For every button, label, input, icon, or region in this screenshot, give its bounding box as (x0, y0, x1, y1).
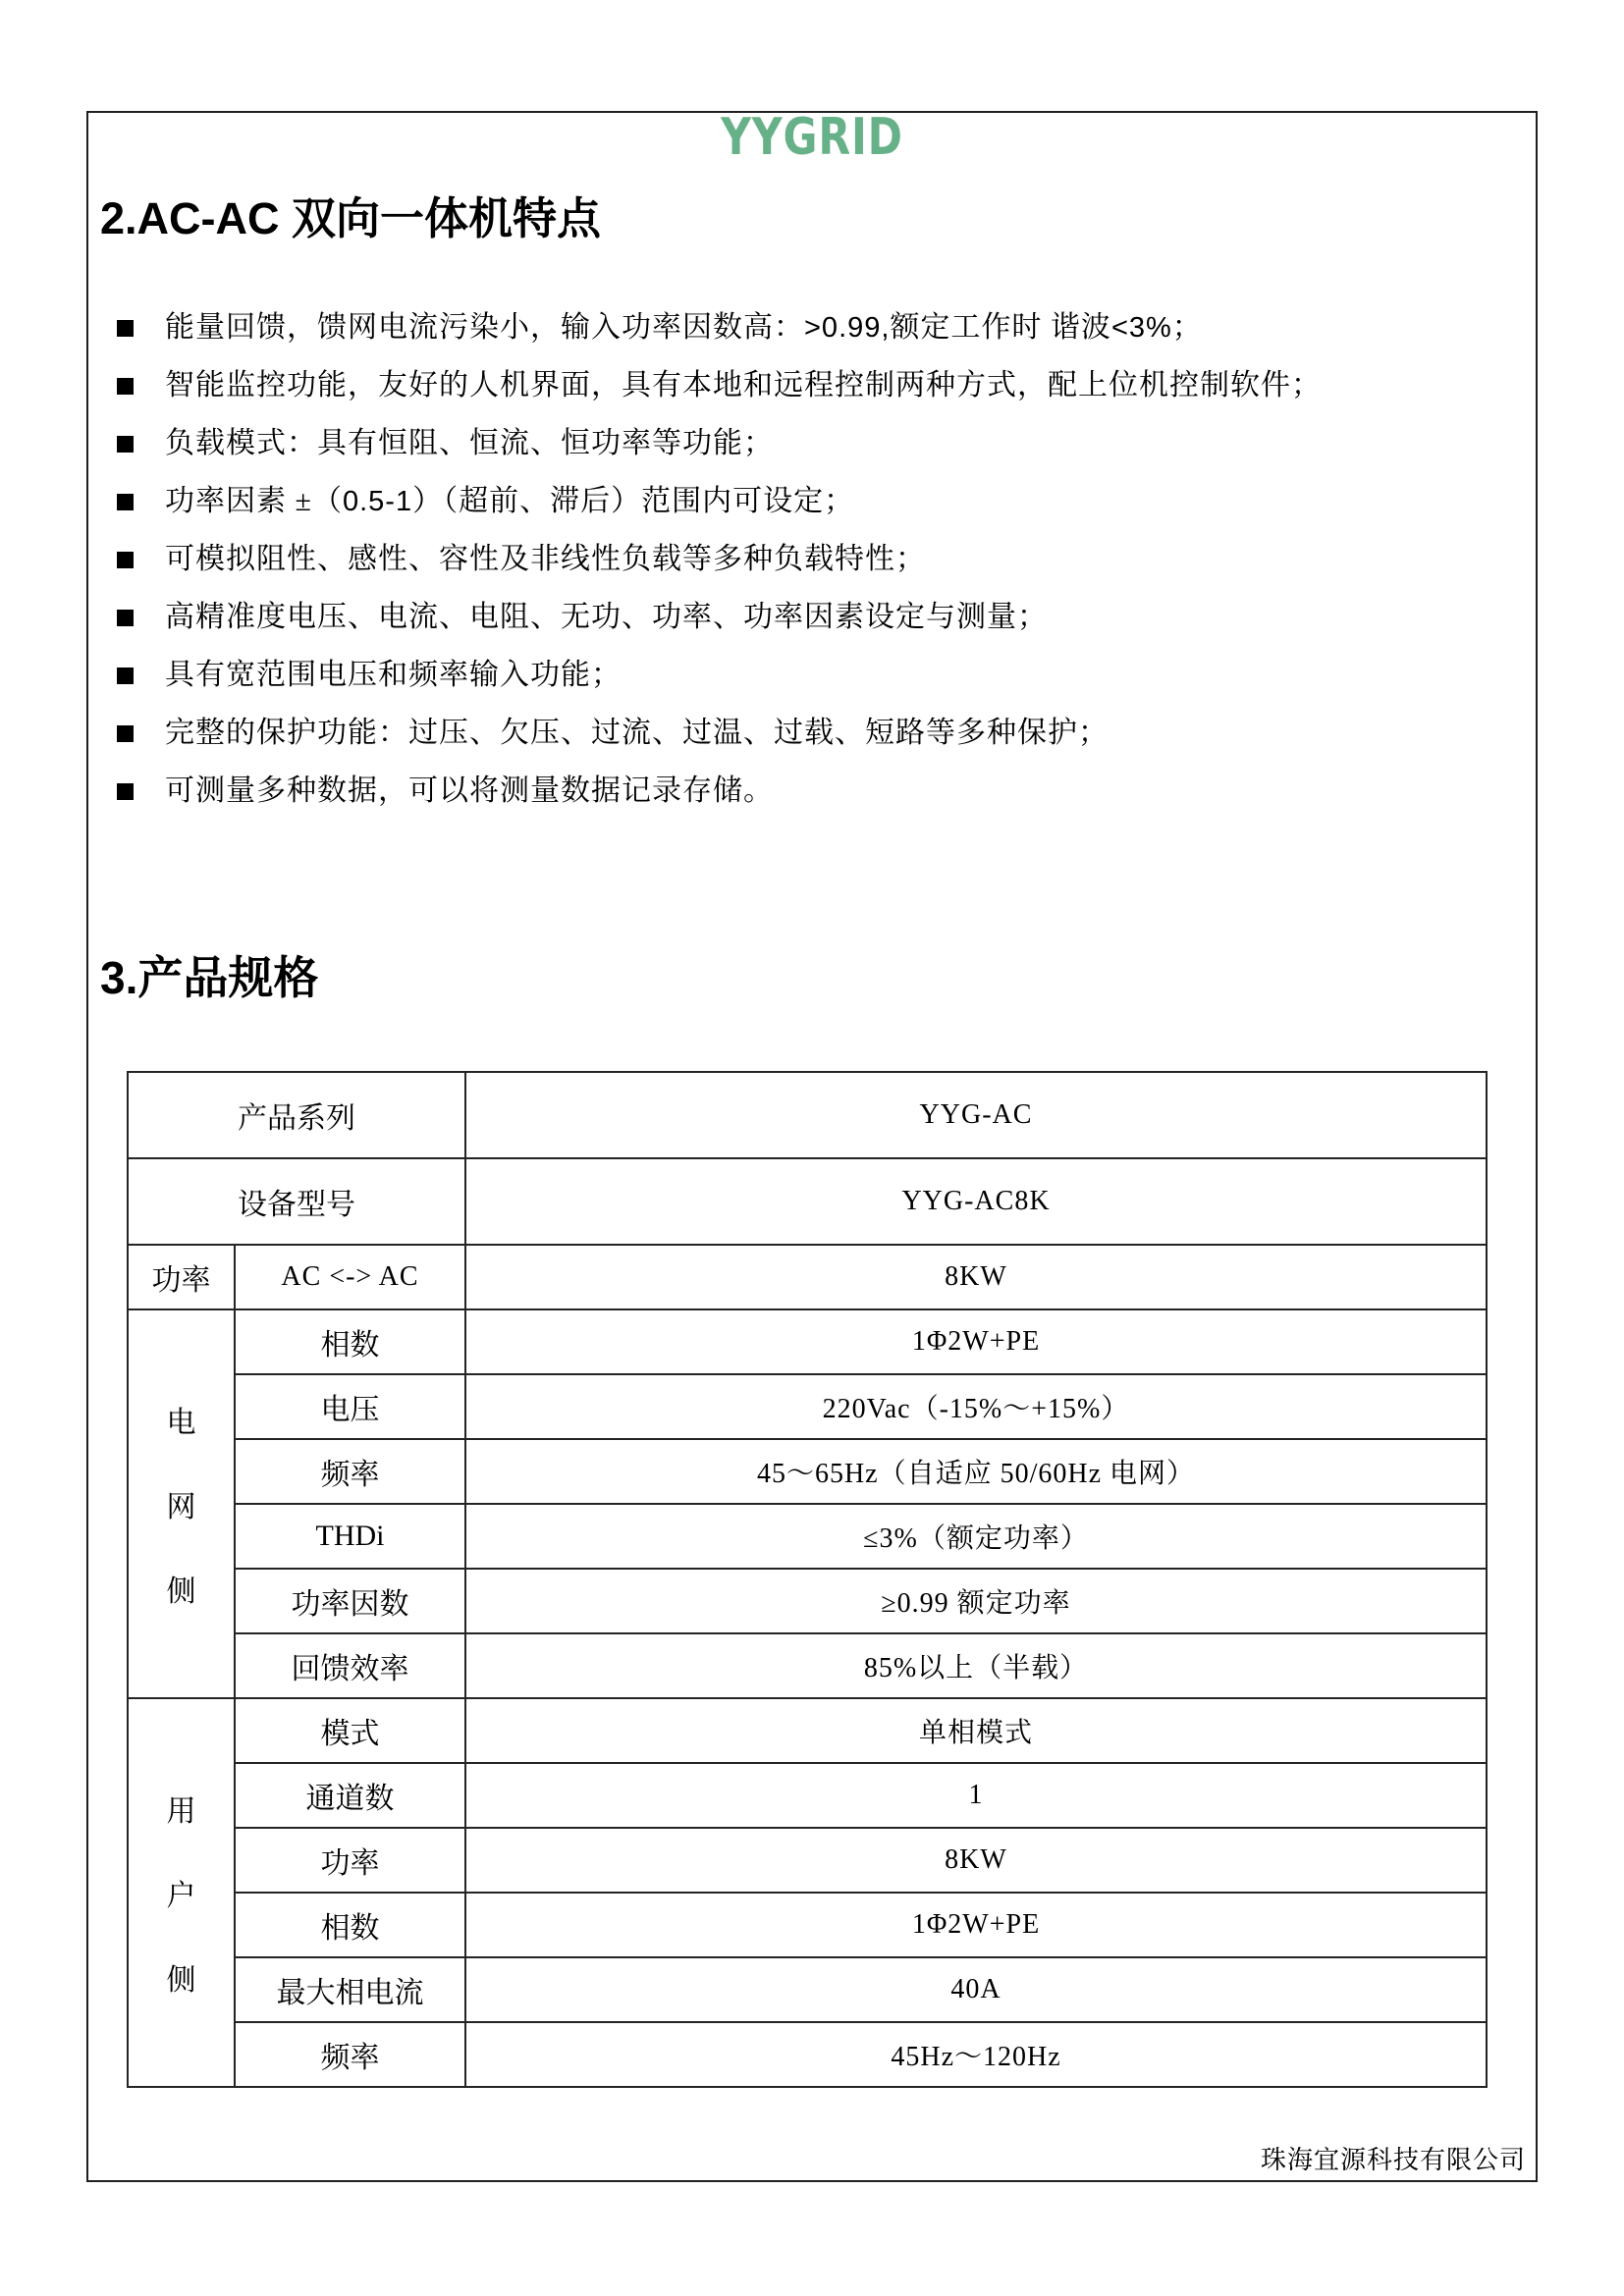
feature-list (117, 312, 1491, 833)
table-row (128, 1633, 1487, 1698)
feature-item (117, 428, 1491, 459)
row-value: 1Φ2W+PE (465, 1309, 1487, 1374)
feature-text: 能量回馈，馈网电流污染小，输入功率因数高：>0.99,额定工作时 谐波<3%； (165, 311, 1203, 344)
row-label: AC <-> AC (235, 1245, 465, 1309)
section-3-title: 3.产品规格 (100, 952, 319, 1003)
row-label: 回馈效率 (235, 1633, 465, 1698)
company-logo: YYGRID (721, 108, 903, 167)
row-value: 8KW (465, 1828, 1487, 1893)
spec-table-body (128, 1072, 1487, 2087)
feature-text: 高精准度电压、电流、电阻、无功、功率、功率因素设定与测量； (165, 601, 1048, 633)
bullet-square-icon (117, 552, 134, 568)
table-row (128, 1072, 1487, 1158)
feature-item (117, 660, 1491, 691)
table-row (128, 1893, 1487, 1957)
row-value: ≥0.99 额定功率 (465, 1569, 1487, 1633)
table-row (128, 1828, 1487, 1893)
row-label: 通道数 (235, 1763, 465, 1828)
group-label-char: 电 (166, 1407, 196, 1439)
footer-company-name: 珠海宜源科技有限公司 (1260, 2146, 1526, 2174)
row-label: 功率 (235, 1828, 465, 1893)
group-label-grid-side (128, 1309, 235, 1698)
bullet-square-icon (117, 783, 134, 800)
table-row (128, 1957, 1487, 2022)
table-row (128, 1245, 1487, 1309)
feature-text: 具有宽范围电压和频率输入功能； (165, 659, 622, 691)
feature-text: 负载模式：具有恒阻、恒流、恒功率等功能； (165, 427, 774, 459)
row-label: THDi (235, 1504, 465, 1569)
row-label: 模式 (235, 1698, 465, 1763)
row-value: YYG-AC8K (465, 1158, 1487, 1245)
row-label: 频率 (235, 1439, 465, 1504)
feature-text: 可模拟阻性、感性、容性及非线性负载等多种负载特性； (165, 543, 926, 575)
bullet-square-icon (117, 725, 134, 742)
bullet-square-icon (117, 378, 134, 395)
row-label: 产品系列 (128, 1072, 465, 1158)
row-label: 频率 (235, 2022, 465, 2087)
feature-item (117, 370, 1491, 401)
feature-item (117, 312, 1491, 344)
row-value: YYG-AC (465, 1072, 1487, 1158)
group-label-vertical-text (129, 1398, 234, 1610)
row-value: 220Vac（-15%～+15%） (465, 1374, 1487, 1439)
table-row (128, 1374, 1487, 1439)
row-value: 1Φ2W+PE (465, 1893, 1487, 1957)
group-label-char: 侧 (166, 1575, 196, 1608)
group-label-user-side (128, 1698, 235, 2087)
group-label-char: 侧 (166, 1964, 196, 1997)
group-label-vertical-text (129, 1787, 234, 1999)
table-row (128, 1504, 1487, 1569)
group-label-char: 户 (166, 1880, 196, 1912)
row-label: 相数 (235, 1893, 465, 1957)
feature-item (117, 602, 1491, 633)
feature-item (117, 486, 1491, 517)
row-value: 45～65Hz（自适应 50/60Hz 电网） (465, 1439, 1487, 1504)
row-value: ≤3%（额定功率） (465, 1504, 1487, 1569)
bullet-square-icon (117, 667, 134, 684)
table-row (128, 1158, 1487, 1245)
table-row (128, 1439, 1487, 1504)
group-label: 功率 (128, 1245, 235, 1309)
bullet-square-icon (117, 610, 134, 626)
row-value: 单相模式 (465, 1698, 1487, 1763)
section-2-title: 2.AC-AC 双向一体机特点 (100, 193, 602, 243)
group-label-char: 用 (166, 1795, 196, 1828)
table-row (128, 1698, 1487, 1763)
feature-item (117, 544, 1491, 575)
bullet-square-icon (117, 320, 134, 337)
feature-text: 功率因素 ±（0.5-1）（超前、滞后）范围内可设定； (165, 485, 855, 517)
row-value: 8KW (465, 1245, 1487, 1309)
table-row (128, 1569, 1487, 1633)
row-label: 相数 (235, 1309, 465, 1374)
feature-text: 可测量多种数据，可以将测量数据记录存储。 (165, 774, 774, 807)
table-row (128, 1763, 1487, 1828)
feature-item (117, 718, 1491, 749)
feature-item (117, 775, 1491, 807)
bullet-square-icon (117, 494, 134, 510)
row-label: 设备型号 (128, 1158, 465, 1245)
spec-table (127, 1071, 1488, 2088)
table-row (128, 1309, 1487, 1374)
row-value: 45Hz～120Hz (465, 2022, 1487, 2087)
row-value: 85%以上（半载） (465, 1633, 1487, 1698)
row-value: 1 (465, 1763, 1487, 1828)
row-label: 电压 (235, 1374, 465, 1439)
row-label: 功率因数 (235, 1569, 465, 1633)
feature-text: 完整的保护功能：过压、欠压、过流、过温、过载、短路等多种保护； (165, 717, 1109, 749)
table-row (128, 2022, 1487, 2087)
bullet-square-icon (117, 436, 134, 453)
group-label-char: 网 (166, 1491, 196, 1523)
row-label: 最大相电流 (235, 1957, 465, 2022)
row-value: 40A (465, 1957, 1487, 2022)
feature-text: 智能监控功能，友好的人机界面，具有本地和远程控制两种方式，配上位机控制软件； (165, 369, 1322, 401)
